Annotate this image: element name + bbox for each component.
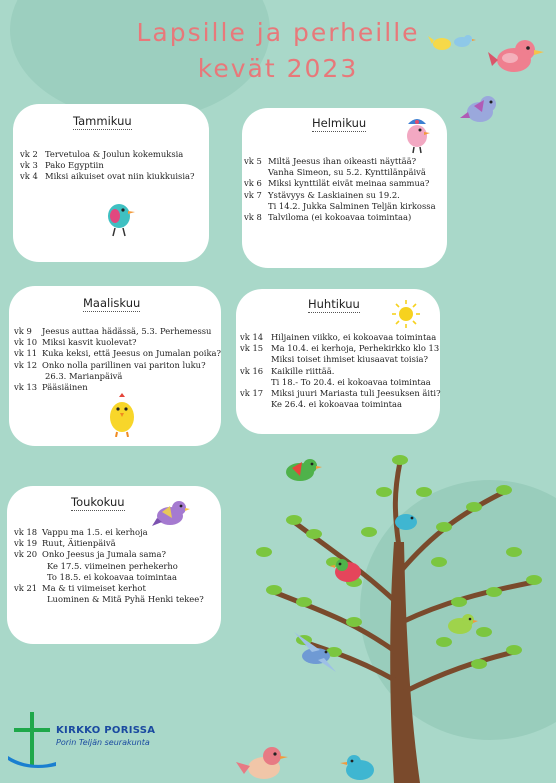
schedule-list <box>240 332 441 410</box>
schedule-list <box>20 149 195 183</box>
schedule-row <box>20 160 195 171</box>
page-title-line2: kevät 2023 <box>197 54 359 83</box>
schedule-row <box>240 399 441 410</box>
schedule-text: Vappu ma 1.5. ei kerhoja <box>42 527 148 537</box>
schedule-row <box>20 149 195 160</box>
week-label: vk 4 <box>20 171 38 182</box>
schedule-subtext: Vanha Simeon, su 5.2. Kynttilänpäivä <box>268 167 426 178</box>
week-label: vk 2 <box>20 149 38 159</box>
schedule-text: Ystävyys & Laskiainen su 19.2. <box>268 189 400 200</box>
schedule-text: Kaikille riittää. <box>271 365 335 376</box>
schedule-row <box>240 354 441 365</box>
logo-name: KIRKKO PORISSA <box>56 725 156 736</box>
week-label: vk 13 <box>14 382 38 393</box>
week-label: vk 7 <box>244 189 262 200</box>
week-label: vk 10 <box>14 337 38 348</box>
pink-small-bird-icon <box>236 744 288 782</box>
schedule-list <box>14 527 204 605</box>
schedule-row <box>240 366 441 377</box>
schedule-row <box>244 178 436 189</box>
schedule-text: Ruut, Äitienpäivä <box>42 538 116 549</box>
week-label: vk 5 <box>244 156 262 166</box>
week-label: vk 14 <box>240 332 264 342</box>
schedule-row <box>14 360 221 371</box>
card-title: Huhtikuu <box>308 297 360 311</box>
week-label: vk 3 <box>20 160 38 171</box>
week-label: vk 11 <box>14 348 38 359</box>
blue-small-bird-icon <box>340 752 380 782</box>
card-tammikuu <box>13 104 209 262</box>
sun-icon <box>392 300 420 328</box>
schedule-text: Miksi kynttilät eivät meinaa sammua? <box>268 178 430 189</box>
schedule-row <box>240 388 441 399</box>
schedule-subtext: Miksi toiset ihmiset kiusaavat toisia? <box>271 354 429 365</box>
yellow-chick-icon <box>107 393 137 437</box>
flying-bird-icon <box>290 632 338 672</box>
schedule-row <box>14 572 204 583</box>
week-label: vk 12 <box>14 359 38 370</box>
schedule-text: Miksi kasvit kuolevat? <box>42 337 137 348</box>
schedule-row <box>14 538 204 549</box>
schedule-row <box>14 382 221 393</box>
week-label: vk 18 <box>14 527 38 537</box>
week-label: vk 15 <box>240 343 264 354</box>
schedule-text: Talviloma (ei kokoavaa toimintaa) <box>268 212 412 223</box>
week-label: vk 21 <box>14 583 38 594</box>
schedule-row <box>14 583 204 594</box>
pink-bird-icon <box>488 38 544 76</box>
schedule-subtext: Ti 18.- To 20.4. ei kokoavaa toimintaa <box>271 376 431 387</box>
cross-logo-icon <box>8 712 56 768</box>
schedule-row <box>14 337 221 348</box>
schedule-row <box>14 348 221 359</box>
schedule-row <box>20 171 195 182</box>
schedule-row <box>14 326 221 337</box>
card-title: Tammikuu <box>73 114 132 128</box>
schedule-row <box>14 549 204 560</box>
week-label: vk 17 <box>240 388 264 399</box>
teal-bird-icon <box>103 198 137 238</box>
schedule-row <box>244 167 436 178</box>
green-bird-icon <box>280 456 322 486</box>
schedule-text: Onko nolla parillinen vai pariton luku? <box>42 359 206 370</box>
schedule-text: Onko Jeesus ja Jumala sama? <box>42 549 166 560</box>
tree-icon <box>244 452 556 783</box>
schedule-text: Ma 10.4. ei kerhoja, Perhekirkko klo 13 <box>271 343 440 354</box>
schedule-text: Kuka keksi, että Jeesus on Jumalan poika? <box>42 348 222 359</box>
schedule-subtext: To 18.5. ei kokoavaa toimintaa <box>47 571 177 582</box>
teal-bird-icon <box>392 510 420 532</box>
schedule-row <box>244 190 436 201</box>
red-bird-icon <box>330 556 366 586</box>
schedule-subtext: Ke 26.4. ei kokoavaa toimintaa <box>271 399 402 410</box>
week-label: vk 16 <box>240 365 264 376</box>
schedule-row <box>244 156 436 167</box>
lime-bird-icon <box>444 612 478 638</box>
schedule-subtext: 26.3. Marianpäivä <box>45 370 123 381</box>
schedule-text: Tervetuloa & Joulun kokemuksia <box>45 149 184 159</box>
schedule-row <box>240 332 441 343</box>
schedule-text: Jeesus auttaa hädässä, 5.3. Perhemessu <box>42 326 212 336</box>
schedule-text: Pako Egyptiin <box>45 160 104 171</box>
purple-bird-icon <box>152 498 190 530</box>
week-label: vk 19 <box>14 538 38 549</box>
schedule-text: Pääsiäinen <box>42 382 88 393</box>
page-title-line1: Lapsille ja perheille <box>136 18 420 47</box>
schedule-row <box>244 212 436 223</box>
schedule-list <box>14 326 221 393</box>
schedule-text: Hiljainen viikko, ei kokoavaa toimintaa <box>271 332 437 342</box>
purple-bird-icon <box>460 92 500 126</box>
schedule-row <box>14 594 204 605</box>
schedule-row <box>14 371 221 382</box>
schedule-row <box>14 561 204 572</box>
week-label: vk 8 <box>244 212 262 223</box>
week-label: vk 6 <box>244 178 262 189</box>
logo-subtitle: Porin Teljän seurakunta <box>56 738 150 747</box>
schedule-row <box>244 201 436 212</box>
card-title: Toukokuu <box>71 495 125 509</box>
schedule-text: Miksi aikuiset ovat niin kiukkuisia? <box>45 171 195 182</box>
schedule-subtext: Ke 17.5. viimeinen perhekerho <box>47 560 178 571</box>
card-title: Helmikuu <box>312 116 367 130</box>
pink-small-bird-icon <box>402 114 432 154</box>
schedule-subtext: Ti 14.2. Jukka Salminen Teljän kirkossa <box>268 200 436 211</box>
schedule-list <box>244 156 436 223</box>
week-label: vk 9 <box>14 326 32 336</box>
week-label: vk 20 <box>14 549 38 560</box>
schedule-text: Miksi juuri Mariasta tuli Jeesuksen äiti? <box>271 388 441 399</box>
yellow-bird-icon <box>428 30 476 56</box>
schedule-row <box>240 377 441 388</box>
card-title: Maaliskuu <box>83 296 141 310</box>
schedule-row <box>240 343 441 354</box>
schedule-text: Miltä Jeesus ihan oikeasti näyttää? <box>268 156 417 166</box>
schedule-text: Ma & ti viimeiset kerhot <box>42 583 146 594</box>
schedule-subtext: Luominen & Mitä Pyhä Henki tekee? <box>47 594 204 605</box>
